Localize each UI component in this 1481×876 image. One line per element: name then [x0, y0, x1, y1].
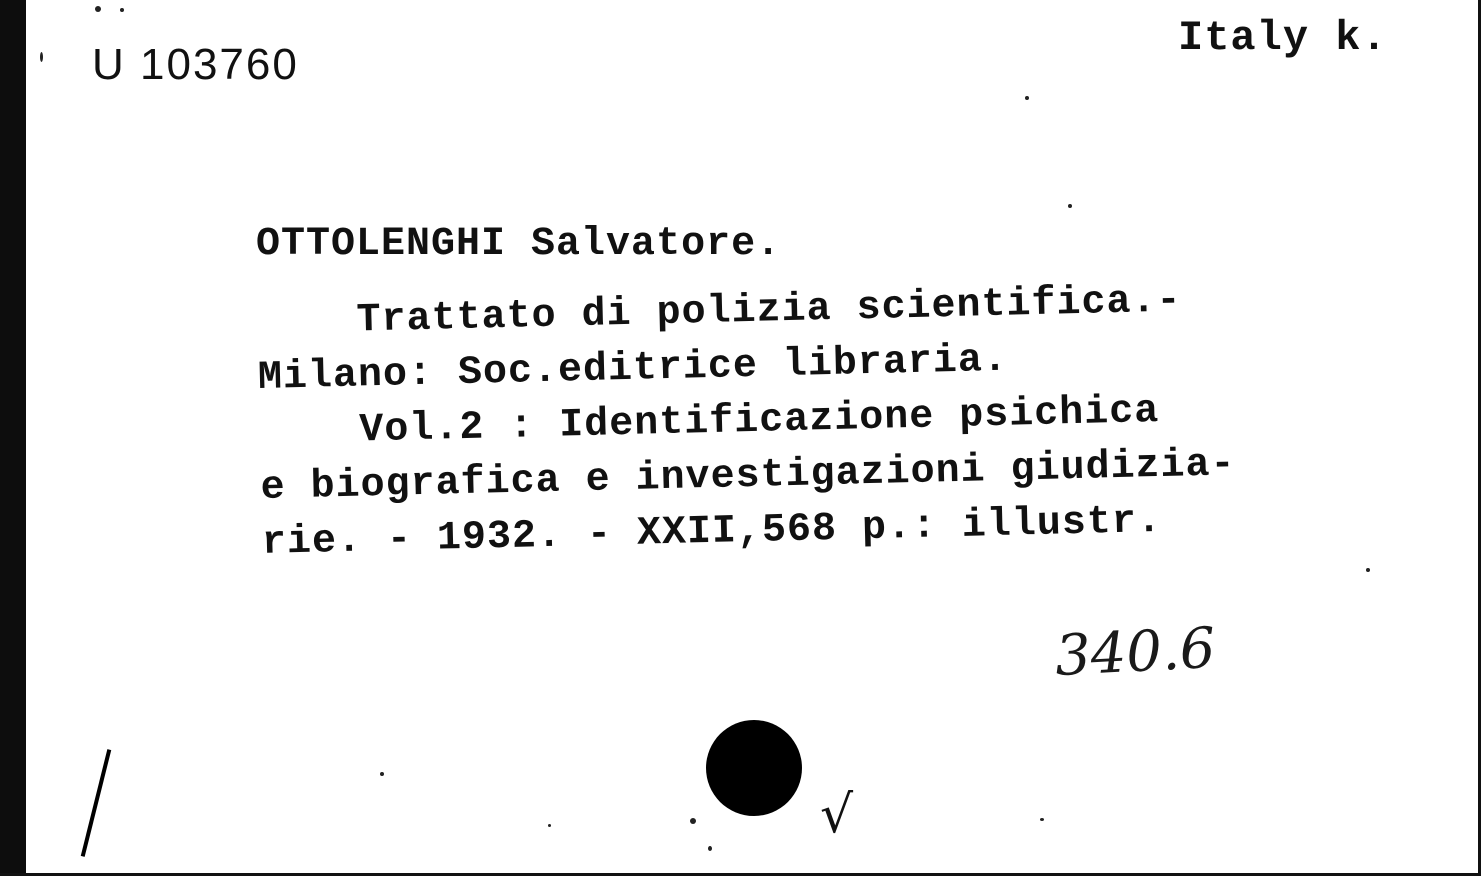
description-line: Milano: Soc.editrice libraria. [257, 337, 1009, 401]
speck [40, 52, 43, 62]
speck [380, 772, 384, 776]
check-mark-icon: √ [820, 785, 854, 845]
card-left-edge [0, 0, 26, 876]
speck [708, 846, 712, 851]
pen-slash-mark [81, 749, 111, 857]
description-line: e biografica e investigazioni giudizia- [260, 442, 1237, 511]
call-number: U 103760 [92, 40, 299, 89]
description-line: rie. - 1932. - XXII,568 p.: illustr. [261, 498, 1163, 566]
speck [690, 818, 696, 824]
speck [120, 8, 124, 12]
speck [95, 6, 101, 12]
description-line: Vol.2 : Identificazione psichica [258, 388, 1160, 456]
author-heading: OTTOLENGHI Salvatore. [256, 222, 782, 267]
speck [1366, 568, 1370, 572]
speck [1068, 204, 1072, 208]
speck [1025, 96, 1029, 100]
speck [548, 824, 551, 827]
speck [1040, 818, 1044, 821]
punch-hole [706, 720, 802, 816]
description-line: Trattato di polizia scientifica.- [256, 278, 1183, 346]
bibliographic-description [256, 272, 1238, 571]
country-note: Italy k. [1178, 14, 1388, 62]
handwritten-classification: 340.6 [1053, 615, 1217, 690]
